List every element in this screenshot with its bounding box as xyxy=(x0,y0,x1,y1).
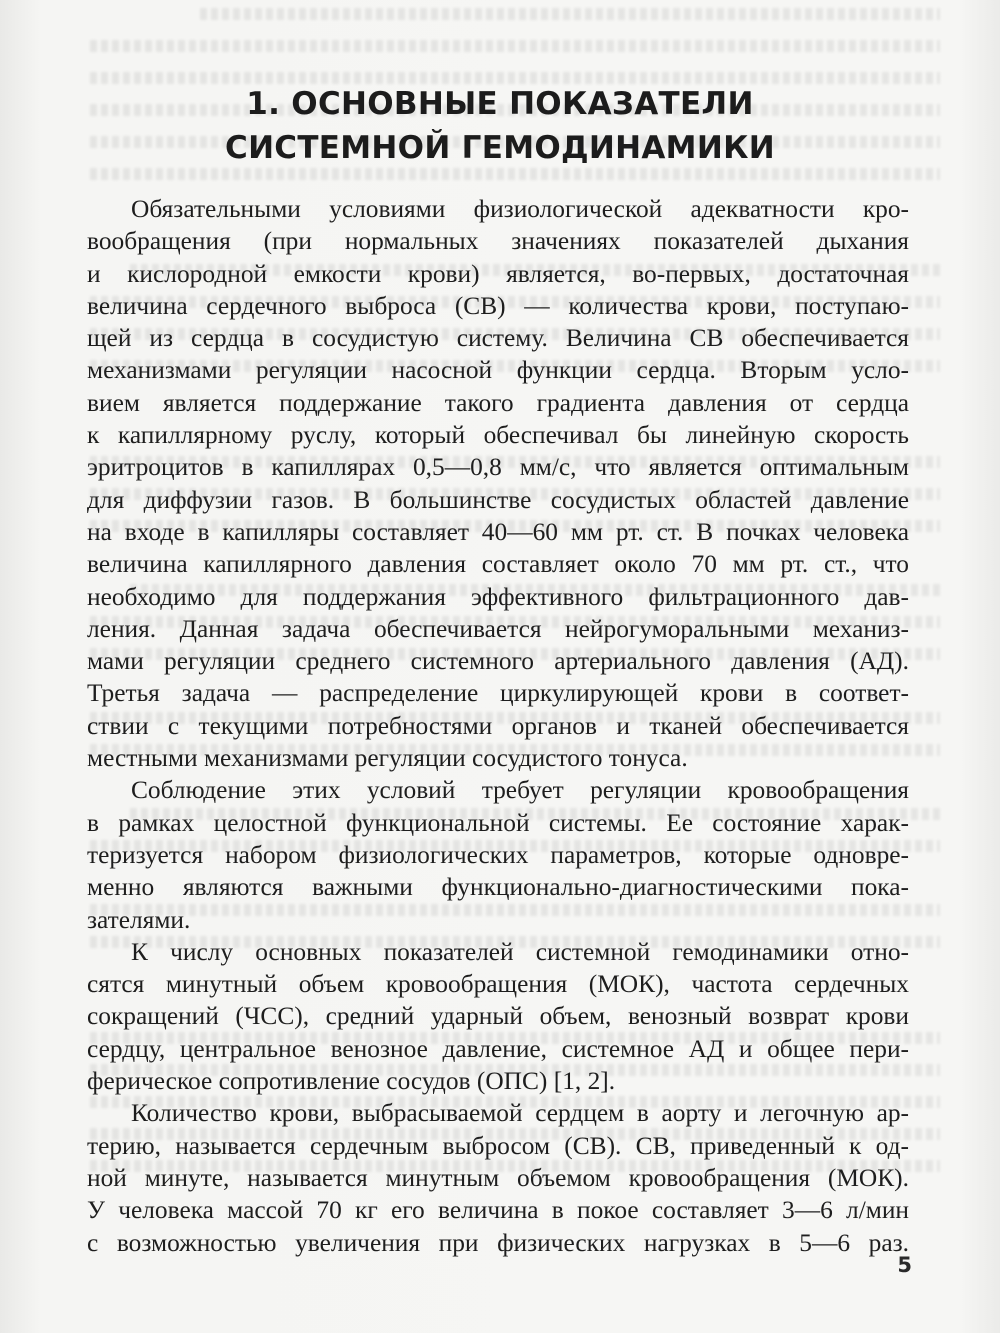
text-line: вием является поддержание такого градиента давления от сердца xyxy=(87,388,909,417)
text-line: на входе в капилляры составляет 40—60 мм рт. ст. В почках человека xyxy=(87,517,909,546)
text-line: для диффузии газов. В большинстве сосудистых областей давление xyxy=(87,485,909,514)
text-line: сятся минутный объем кровообращения (МОК), частота сердечных xyxy=(87,970,909,999)
text-line: эритроцитов в капиллярах 0,5—0,8 мм/с, что является оптимальным xyxy=(87,453,909,482)
text-line: Обязательными условиями физиологической адекватности кро- xyxy=(131,195,909,223)
text-line: ферическое сопротивление сосудов (ОПС) [1, 2]. xyxy=(87,1067,616,1096)
paragraph-2 xyxy=(87,774,909,935)
text-line: ления. Данная задача обеспечивается нейрогуморальными механиз- xyxy=(87,614,909,643)
text-line: У человека массой 70 кг его величина в покое составляет 3—6 л/мин xyxy=(87,1196,909,1225)
text-line: вообращения (при нормальных значениях показателей дыхания xyxy=(87,227,909,256)
text-line: терию, называется сердечным выбросом (СВ). СВ, приведенный к од- xyxy=(87,1131,909,1160)
text-line: мами регуляции среднего системного артериального давления (АД). xyxy=(87,647,909,676)
paragraph-1 xyxy=(87,193,909,774)
chapter-heading-line-1: 1. ОСНОВНЫЕ ПОКАЗАТЕЛИ xyxy=(246,86,754,122)
body-text xyxy=(87,193,909,1259)
text-line: сердцу, центральное венозное давление, системное АД и общее пери- xyxy=(87,1034,909,1063)
text-line: Соблюдение этих условий требует регуляции кровообращения xyxy=(131,776,909,805)
text-line: зателями. xyxy=(87,905,191,934)
text-line: ствии с текущими потребностями органов и тканей обеспечивается xyxy=(87,711,909,740)
text-line: и кислородной емкости крови) является, во-первых, достаточная xyxy=(87,259,909,288)
paragraph-3 xyxy=(87,936,909,1097)
chapter-heading xyxy=(0,82,1000,170)
text-line: ной минуте, называется минутным объемом кровообращения (МОК). xyxy=(87,1163,909,1192)
text-line: с возможностью увеличения при физических нагрузках в 5—6 раз. xyxy=(87,1228,909,1257)
chapter-heading-line-2: СИСТЕМНОЙ ГЕМОДИНАМИКИ xyxy=(225,130,775,166)
paragraph-4 xyxy=(87,1097,909,1258)
text-line: величина сердечного выброса (СВ) — количества крови, поступаю- xyxy=(87,291,909,320)
text-line: в рамках целостной функциональной системы. Ее состояние харак- xyxy=(87,808,909,837)
text-line: щей из сердца в сосудистую систему. Величина СВ обеспечивается xyxy=(87,324,909,353)
text-line: необходимо для поддержания эффективного фильтрационного дав- xyxy=(87,582,909,611)
text-line: сокращений (ЧСС), средний ударный объем, венозный возврат крови xyxy=(87,1002,909,1031)
text-line: Третья задача — распределение циркулирующей крови в соответ- xyxy=(87,679,909,708)
text-line: К числу основных показателей системной гемодинамики отно- xyxy=(131,937,909,966)
text-line: механизмами регуляции насосной функции сердца. Вторым усло- xyxy=(87,356,909,385)
text-line: Количество крови, выбрасываемой сердцем в аорту и легочную ар- xyxy=(131,1099,909,1128)
text-line: к капиллярному руслу, который обеспечивал бы линейную скорость xyxy=(87,421,909,450)
text-line: местными механизмами регуляции сосудистого тонуса. xyxy=(87,744,688,773)
text-line: менно являются важными функционально-диагностическими пока- xyxy=(87,873,909,902)
page-number: 5 xyxy=(897,1253,912,1277)
text-line: теризуется набором физиологических параметров, которые одновре- xyxy=(87,840,909,869)
text-line: величина капиллярного давления составляет около 70 мм рт. ст., что xyxy=(87,550,909,579)
